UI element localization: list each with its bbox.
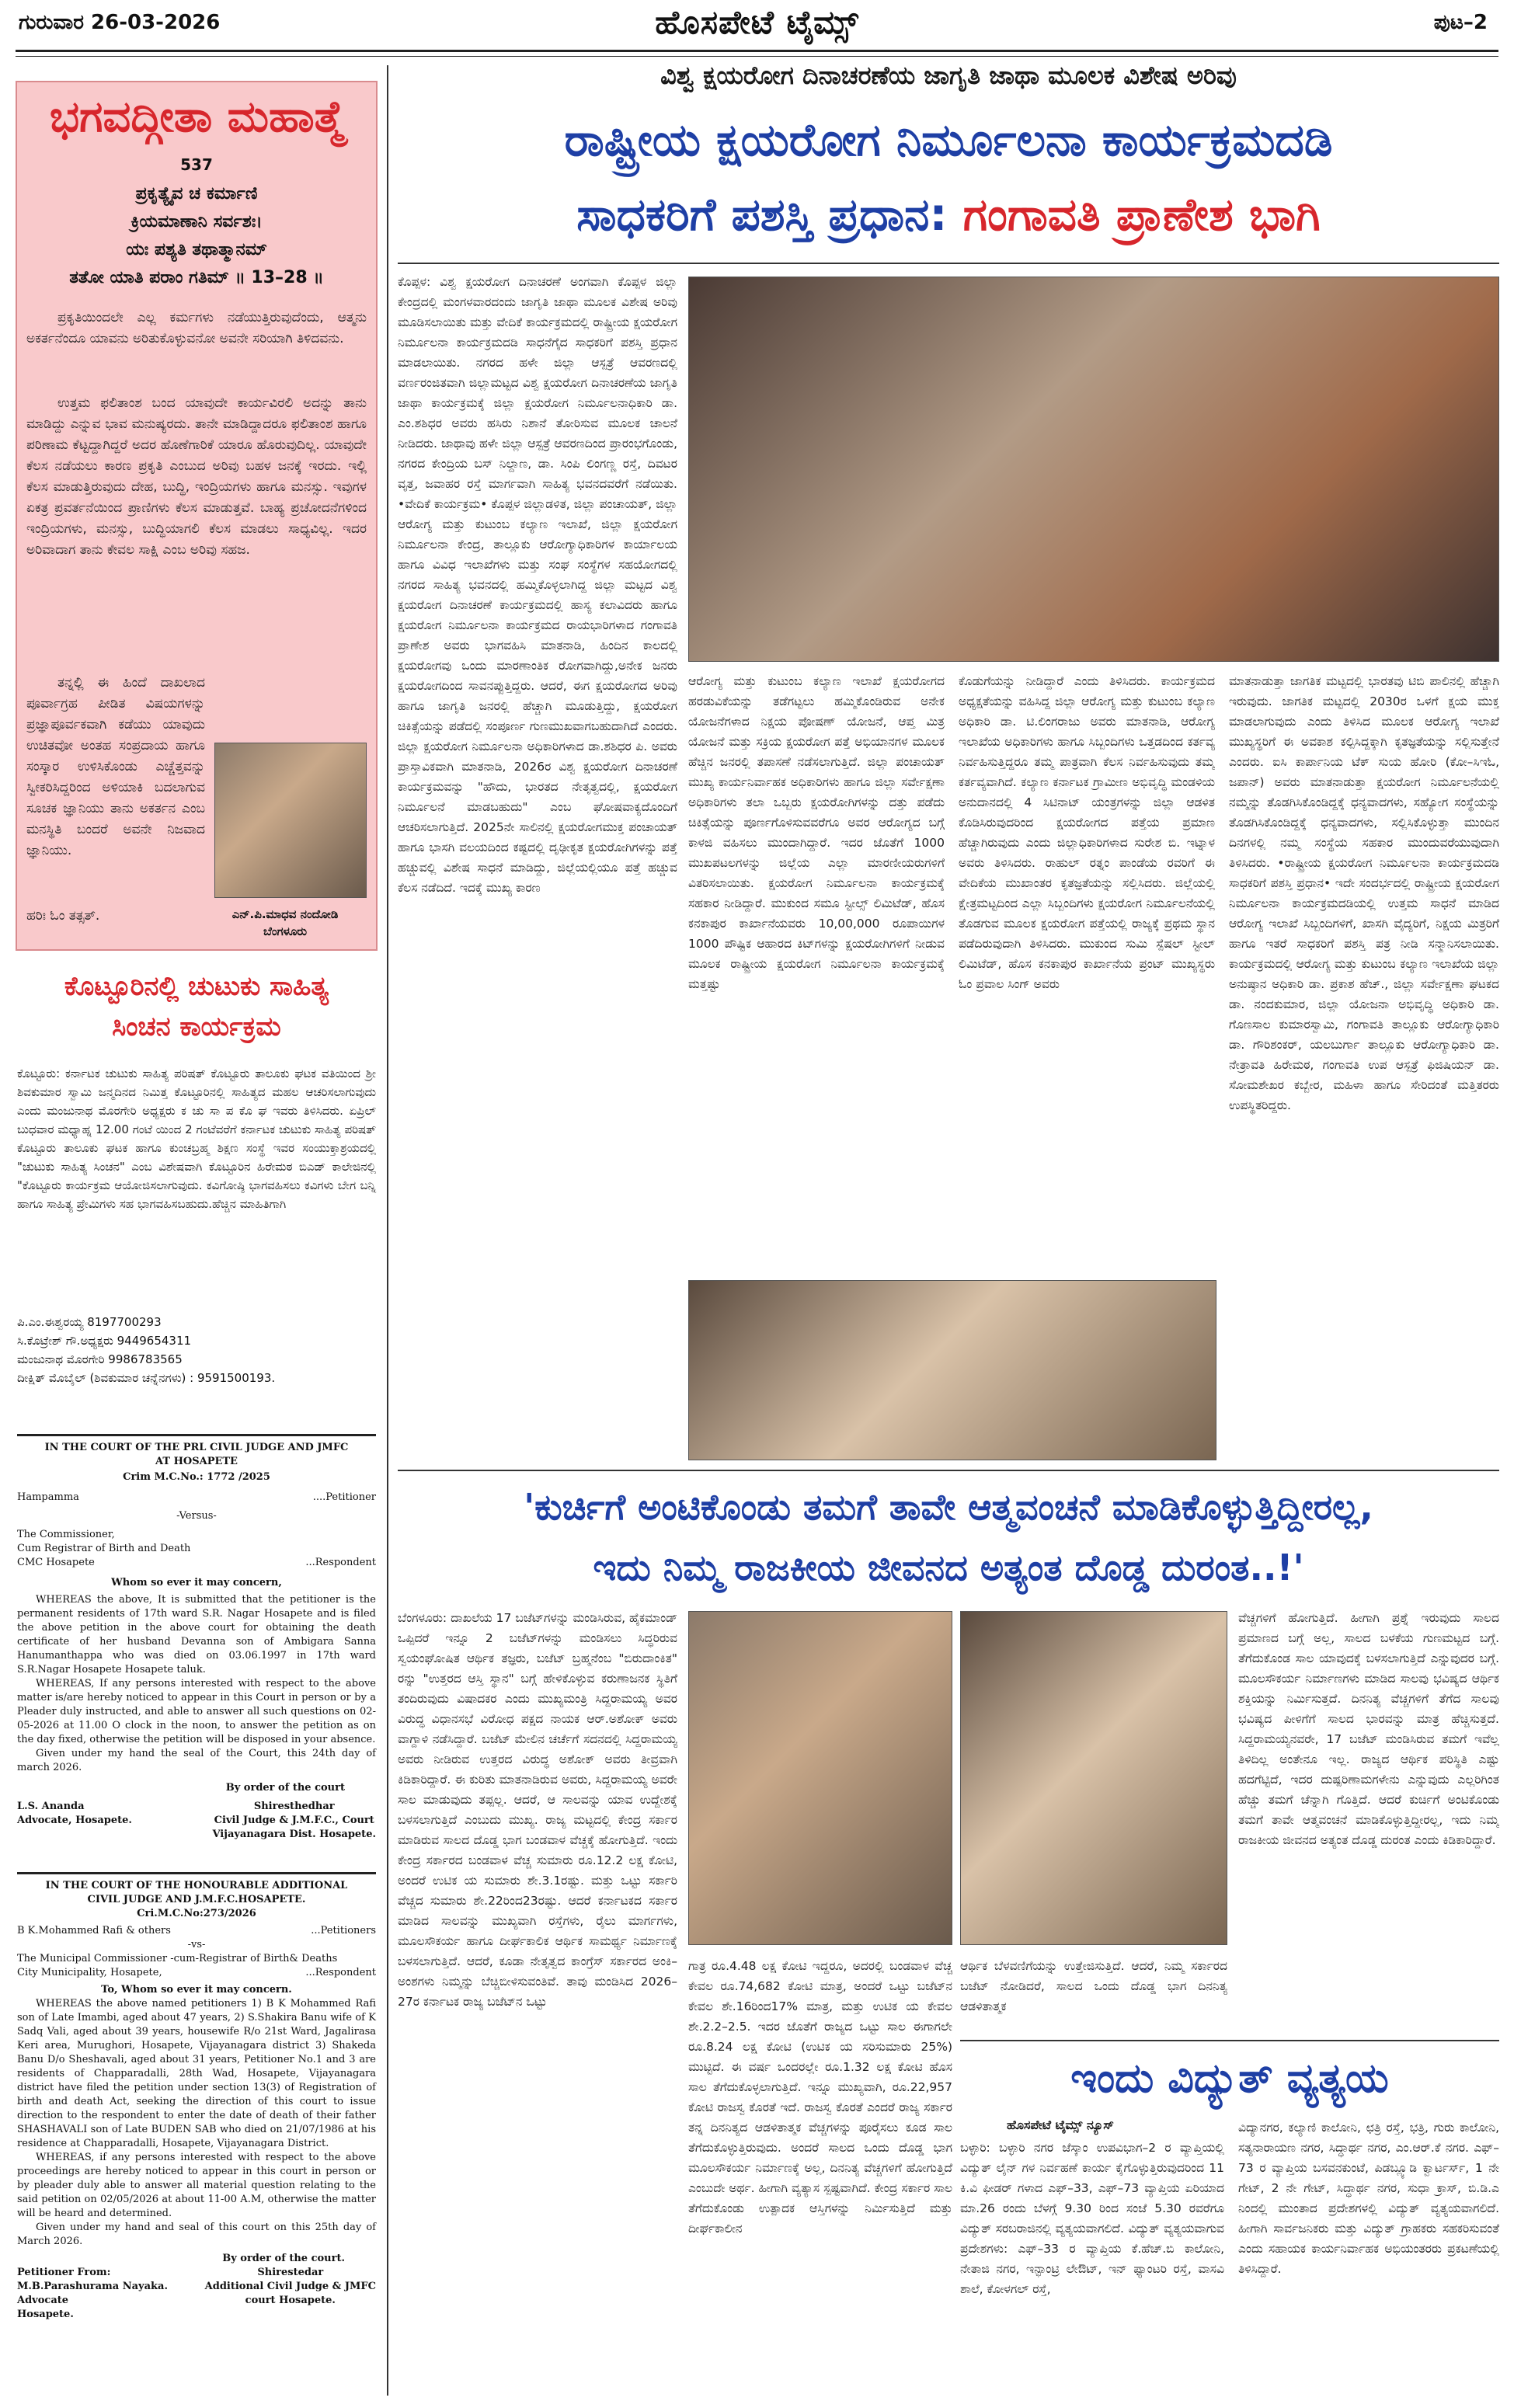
court1-respondent-2: Cum Registrar of Birth and Death — [17, 1543, 191, 1554]
court1-versus: -Versus- — [176, 1510, 217, 1522]
cm-column-3: ಆರ್ಥಿಕ ಬೆಳವಣಿಗೆಯನ್ನು ಉತ್ತೇಜಿಸುತ್ತಿದೆ. ಆದರೆ, ನಿಮ್ಮ ಸರ್ಕಾರದ ಬಜೆಟ್ ನೋಡಿದರೆ, ಸಾಲದ ಒಂದು ದೊಡ್ಡ ಭಾಗ ದಿನನಿತ್ಯ ಆಡಳಿತಾತ್ಮಕ — [960, 1959, 1227, 2013]
power-column-1: ಬಳ್ಳಾರಿ: ಬಳ್ಳಾರಿ ನಗರ ಜೆಸ್ಕಾಂ ಉಪವಿಭಾಗ–2 ರ ವ್ಯಾಪ್ತಿಯಲ್ಲಿ ವಿದ್ಯುತ್ ಲೈನ್ ಗಳ ನಿರ್ವಹಣೆ ಕಾರ್ಯ ಕೈಗೊಳ್ಳುತ್ತಿರುವುದರಿಂದ 11 ಕಿ.ವಿ ಫೀಡರ್ ಗಳಾದ ಎಫ್–33, ಎಫ್–73 ವ್ಯಾಪ್ತಿಯ ಏರಿಯಾದ ಮಾ.26 ರಂದು ಬೆಳಗ್ಗೆ 9.30 ರಿಂದ ಸಂಜೆ 5.30 ರವರೆಗೂ ವಿದ್ಯುತ್ ಸರಬರಾಜಿನಲ್ಲಿ ವ್ಯತ್ಯಯವಾಗಲಿದೆ. ವಿದ್ಯುತ್ ವ್ಯತ್ಯಯವಾಗುವ ಪ್ರದೇಶಗಳು: ಎಫ್–33 ರ ವ್ಯಾಪ್ತಿಯ ಕೆ.ಹೆಚ್.ಬಿ ಕಾಲೋನಿ, ನೇತಾಜಿ ನಗರ, ಇನ್ಫಾಂಟ್ರಿ ಲೇಔಟ್, ಇನ್ ಫ್ಯಾಂಟರಿ ರಸ್ತೆ, ವಾಸವಿ ಶಾಲೆ, ಕೋಳಗಲ್ ರಸ್ತೆ, — [960, 2141, 1224, 2296]
court2-case-number: Cri.M.C.No:273/2026 — [137, 1908, 256, 1919]
court1-signatures — [17, 1800, 376, 1842]
tb-column-3: ಕೊಡುಗೆಯನ್ನು ನೀಡಿದ್ದಾರೆ ಎಂದು ತಿಳಿಸಿದರು. ಕಾರ್ಯಕ್ರಮದ ಅಧ್ಯಕ್ಷತೆಯನ್ನು ವಹಿಸಿದ್ದ ಜಿಲ್ಲಾ ಆರೋಗ್ಯ ಮತ್ತು ಕುಟುಂಬ ಕಲ್ಯಾಣ ಅಧಿಕಾರಿ ಡಾ. ಟಿ.ಲಿಂಗರಾಜು ಅವರು ಮಾತನಾಡಿ, ಆರೋಗ್ಯ ಇಲಾಖೆಯ ಅಧಿಕಾರಿಗಳು ಹಾಗೂ ಸಿಬ್ಬಂದಿಗಳು ಒತ್ತಡದಿಂದ ಕರ್ತವ್ಯ ನಿರ್ವಹಿಸುತ್ತಿದ್ದರೂ ತಮ್ಮ ಪಾತ್ರವಾಗಿ ಕೆಲಸ ನಿರ್ವಹಿಸುವುದು ತಮ್ಮ ಕರ್ತವ್ಯವಾಗಿದೆ. ಕಲ್ಯಾಣ ಕರ್ನಾಟಕ ಗ್ರಾಮೀಣ ಅಭಿವೃದ್ಧಿ ಮಂಡಳಿಯ ಅನುದಾನದಲ್ಲಿ 4 ಸಿಟಿನಾಟ್ ಯಂತ್ರಗಳನ್ನು ಜಿಲ್ಲಾ ಆಡಳಿತ ಕೊಡಿಸಿರುವುದರಿಂದ ಕ್ಷಯರೋಗದ ಪತ್ತೆಯ ಪ್ರಮಾಣ ಹೆಚ್ಚಾಗಿರುವುದು ಎಂದು ಜಿಲ್ಲಾಧಿಕಾರಿಗಳಾದ ಸುರೇಶ ಬಿ. ಇಟ್ನಾಳ ಅವರು ತಿಳಿಸಿದರು. ರಾಹುಲ್ ರತ್ನಂ ಪಾಂಡೆಯ ರವರಿಗೆ ಈ ವೇದಿಕೆಯ ಮುಖಾಂತರ ಕೃತಜ್ಞತೆಯನ್ನು ಸಲ್ಲಿಸಿದರು. ಜಿಲ್ಲೆಯಲ್ಲಿ ಕ್ಷೇತ್ರಮಟ್ಟದಿಂದ ಎಲ್ಲಾ ಸಿಬ್ಬಂದಿಗಳು ಕ್ಷಯರೋಗ ನಿರ್ಮೂಲನೆಯಲ್ಲಿ ತೊಡಗುವ ಮೂಲಕ ಕ್ಷಯರೋಗ ಪತ್ತೆಯಲ್ಲಿ ರಾಜ್ಯಕ್ಕೆ ಪ್ರಥಮ ಸ್ಥಾನ ಪಡೆದಿರುವುದಾಗಿ ತಿಳಿಸಿದರು. ಮುಕುಂದ ಸುಮಿ ಸ್ಪೆಷಲ್ ಸ್ಟೀಲ್ ಲಿಮಿಟೆಡ್, ಹೊಸ ಕನಕಾಪುರ ಕಾರ್ಖಾನೆಯ ಪ್ರಂಟ್ ಮುಖ್ಯಸ್ಥರು ಓಂ ಪ್ರವಾಲ ಸಿಂಗ್ ಅವರು — [959, 674, 1215, 991]
court2-pf-label: Petitioner From: — [17, 2267, 111, 2278]
court2-shirestedar — [205, 2266, 376, 2322]
contact-line: ಮಂಜುನಾಥ ಮೊರಗೇರಿ 9986783565 — [17, 1352, 183, 1366]
court2-body-2: WHEREAS, if any persons interested with respect to the above proceedings are hereby noticed to appear in this court in person or by pleader duly able to answer all material question relating to the said petition on 02/05/2026 at about 11-00 A.M, otherwise the matter will be heard and determined. — [17, 2152, 376, 2219]
power-headline: ಇಂದು ವಿದ್ಯುತ್ ವ್ಯತ್ಯಯ — [1070, 2055, 1389, 2102]
contact-line: ಪಿ.ಎಂ.ಈಶ್ವರಯ್ಯ 8197700293 — [17, 1315, 162, 1329]
court1-heading-place: AT HOSAPETE — [155, 1456, 238, 1467]
gita-verse-line: ತತೋ ಯಾತಿ ಪರಾಂ ಗತಿಮ್ ॥ 13–28 ॥ — [69, 268, 324, 287]
page-number: ಪುಟ–2 — [1433, 11, 1488, 34]
court2-pf-place: Hosapete. — [17, 2309, 74, 2320]
gita-title: ಭಗವದ್ಗೀತಾ ಮಹಾತ್ಮೆ — [49, 92, 346, 142]
gita-number: 537 — [180, 155, 213, 174]
court1-salutation: Whom so ever it may concern, — [111, 1577, 282, 1589]
gita-para-1: ಪ್ರಕೃತಿಯಿಂದಲೇ ಎಲ್ಲ ಕರ್ಮಗಳು ನಡೆಯುತ್ತಿರುವುದೆಂದು, ಆತ್ಮನು ಅಕರ್ತನೆಂದೂ ಯಾವನು ಅರಿತುಕೊಳ್ಳುವನೋ ಅವನೇ ಸರಿಯಾಗಿ ತಿಳಿದವನು. — [26, 310, 367, 346]
cm-column-1: ಬೆಂಗಳೂರು: ದಾಖಲೆಯ 17 ಬಜೆಟ್‌ಗಳನ್ನು ಮಂಡಿಸಿರುವ, ಹೈಕಮಾಂಡ್ ಒಪ್ಪಿದರೆ ಇನ್ನೂ 2 ಬಜೆಟ್‌ಗಳನ್ನು ಮಂಡಿಸಲು ಸಿದ್ಧರಿರುವ ಸ್ವಯಂಘೋಷಿತ ಆರ್ಥಿಕ ತಜ್ಞರು, ಬಜೆಟ್ ಬ್ರಹ್ಮನೆಂಬ "ಬಿರುದಾಂಕಿತ" ರನ್ನು "ಉತ್ತರದ ಆಸ್ತಿ ಸ್ಥಾನ" ಬಗ್ಗೆ ಹೇಳಿಕೊಳ್ಳುವ ಕರುಣಾಜನಕ ಸ್ಥಿತಿಗೆ ತಂದಿರುವುದು ವಿಷಾದಕರ ಎಂದು ಮುಖ್ಯಮಂತ್ರಿ ಸಿದ್ದರಾಮಯ್ಯ ಅವರ ವಿರುದ್ಧ ವಿಧಾನಸಭೆ ವಿರೋಧ ಪಕ್ಷದ ನಾಯಕ ಆರ್.ಅಶೋಕ್ ಅವರು ವಾಗ್ದಾಳಿ ನಡೆಸಿದ್ದಾರೆ. ಬಜೆಟ್ ಮೇಲಿನ ಚರ್ಚೆಗೆ ಸದನದಲ್ಲಿ ಸಿದ್ದರಾಮಯ್ಯ ಅವರು ನೀಡಿರುವ ಉತ್ತರದ ವಿರುದ್ಧ ಅಶೋಕ್ ಅವರು ತೀವ್ರವಾಗಿ ಕಿಡಿಕಾರಿದ್ದಾರೆ. ಈ ಕುರಿತು ಮಾತನಾಡಿರುವ ಅವರು, ಸಿದ್ದರಾಮಯ್ಯ ಅವರೇ ಸಾಲ ಮಾಡುವುದು ತಪ್ಪಲ್ಲ. ಆದರೆ, ಆ ಸಾಲವನ್ನು ಯಾವ ಉದ್ದೇಶಕ್ಕೆ ಬಳಸಲಾಗುತ್ತಿದೆ ಎಂಬುದು ಮುಖ್ಯ. ರಾಜ್ಯ ಮಟ್ಟದಲ್ಲಿ ಕೇಂದ್ರ ಸರ್ಕಾರ ಮಾಡಿರುವ ಸಾಲದ ದೊಡ್ಡ ಭಾಗ ಬಂಡವಾಳ ವೆಚ್ಚಕ್ಕೆ ಹೋಗುತ್ತಿದೆ. ಇಂದು ಕೇಂದ್ರ ಸರ್ಕಾರದ ಬಂಡವಾಳ ವೆಚ್ಚ ಸುಮಾರು ರೂ.12.2 ಲಕ್ಷ ಕೋಟಿ, ಅಂದರೆ ಉಟಿಕ ಯ ಸುಮಾರು ಶೇ.3.1ರಷ್ಟು. ಮತ್ತು ಒಟ್ಟು ಸರ್ಕಾರಿ ವೆಚ್ಚದ ಸುಮಾರು ಶೇ.22ರಿಂದ23ರಷ್ಟು. ಆದರೆ ಕರ್ನಾಟಕದ ಸರ್ಕಾರ ಮಾಡಿದ ಸಾಲವನ್ನು ಮುಖ್ಯವಾಗಿ ರಸ್ತೆಗಳು, ರೈಲು ಮಾರ್ಗಗಳು, ಮೂಲಸೌಕರ್ಯ ಹಾಗೂ ದೀರ್ಘಕಾಲಿಕ ಆರ್ಥಿಕ ಸಾಮರ್ಥ್ಯ ನಿರ್ಮಾಣಕ್ಕೆ ಬಳಸಲಾಗುತ್ತಿದೆ. ಆದರೆ, ಕೂಡಾ ನೇತೃತ್ವದ ಕಾಂಗ್ರೆಸ್ ಸರ್ಕಾರದ ಅಂಕಿ–ಅಂಶಗಳು ನಿಮ್ಮನ್ನು ಬೆಚ್ಚಿಬೀಳಿಸುವಂತಿವೆ. ತಾವು ಮಂಡಿಸಿದ 2026–27ರ ಕರ್ನಾಟಕ ರಾಜ್ಯ ಬಜೆಟ್‌ನ ಒಟ್ಟು — [398, 1611, 677, 2009]
power-column-2: ವಿದ್ಯಾನಗರ, ಕಲ್ಯಾಣಿ ಕಾಲೋನಿ, ಛತ್ರಿ ರಸ್ತೆ, ಭತ್ರಿ, ಗುರು ಕಾಲೋನಿ, ಸತ್ಯನಾರಾಯಣ ನಗರ, ಸಿದ್ಧಾರ್ಥ ನಗರ, ಎಂ.ಆರ್.ಕೆ ನಗರ. ಎಫ್–73 ರ ವ್ಯಾಪ್ತಿಯ ಬಸವನಕುಂಟೆ, ಪಿಡಬ್ಲ್ಯೂಡಿ ಕ್ವಾರ್ಟರ್ಸ್, 1 ನೇ ಗೇಟ್, 2 ನೇ ಗೇಟ್, ಸಿದ್ಧಾರ್ಥ ನಗರ, ಸುಧಾ ಕ್ರಾಸ್, ಬಿ.ಡಿ.ಎ ನಿಂದಲ್ಲಿ ಮುಂತಾದ ಪ್ರದೇಶಗಳಲ್ಲಿ ವಿದ್ಯುತ್ ವ್ಯತ್ಯಯವಾಗಲಿದೆ. ಹೀಗಾಗಿ ಸಾರ್ವಜನಿಕರು ಮತ್ತು ವಿದ್ಯುತ್ ಗ್ರಾಹಕರು ಸಹಕರಿಸುವಂತೆ ಎಂದು ಸಹಾಯಕ ಕಾರ್ಯನಿರ್ವಾಹಕ ಅಭಿಯಂತರರು ಪ್ರಕಟಣೆಯಲ್ಲಿ ತಿಳಿಸಿದ್ದಾರೆ. — [1238, 2121, 1499, 2276]
section-rule — [398, 1470, 1499, 1471]
court-notice-1 — [17, 1434, 376, 1853]
court1-respondent-row — [17, 1556, 376, 1570]
court2-signatures — [17, 2266, 376, 2322]
court1-body-3: Given under my hand the seal of the Court, this 24th day of march 2026. — [17, 1748, 376, 1773]
author-photo — [214, 743, 367, 898]
power-rule — [960, 2040, 1499, 2041]
court2-respondent-2: City Municipality, Hosapete, — [17, 1967, 162, 1978]
court2-sh-title: Shirestedar — [257, 2267, 324, 2278]
tb-column-2: ಆರೋಗ್ಯ ಮತ್ತು ಕುಟುಂಬ ಕಲ್ಯಾಣ ಇಲಾಖೆ ಕ್ಷಯರೋಗದ ಹರಡುವಿಕೆಯನ್ನು ತಡೆಗಟ್ಟಲು ಹಮ್ಮಿಕೊಂಡಿರುವ ಅನೇಕ ಯೋಜನೆಗಳಾದ ನಿಕ್ಷಯ ಪೋಷಣ್ ಯೋಜನೆ, ಆಪ್ತ ಮಿತ್ರ ಯೋಜನೆ ಮತ್ತು ಸಕ್ರಿಯ ಕ್ಷಯರೋಗ ಪತ್ತೆ ಅಭಿಯಾನಗಳ ಮೂಲಕ ಹೆಚ್ಚಿನ ಜನರಲ್ಲಿ ತಪಾಸಣೆ ನಡೆಸಲಾಗುತ್ತಿದೆ. ಜಿಲ್ಲಾ ಪಂಚಾಯತ್ ಮುಖ್ಯ ಕಾರ್ಯನಿರ್ವಾಹಕ ಅಧಿಕಾರಿಗಳು ಹಾಗೂ ಜಿಲ್ಲಾ ಸರ್ವೇಕ್ಷಣಾ ಅಧಿಕಾರಿಗಳು ತಲಾ ಒಬ್ಬರು ಕ್ಷಯರೋಗಿಗಳನ್ನು ದತ್ತು ಪಡೆದು ಚಿಕಿತ್ಸೆಯನ್ನು ಪೂರ್ಣಗೊಳಿಸುವವರೆಗೂ ಅವರ ಆರೋಗ್ಯದ ಬಗ್ಗೆ ಕಾಳಜಿ ವಹಿಸಲು ಮುಂದಾಗಿದ್ದಾರೆ. ಇದರ ಜೊತೆಗೆ 1000 ಮುಖಪಟಲಗಳನ್ನು ಜಿಲ್ಲೆಯ ಎಲ್ಲಾ ಮಾರಣೀಯರುಗಳಿಗೆ ವಿತರಿಸಲಾಯಿತು. ಕ್ಷಯರೋಗ ನಿರ್ಮೂಲನಾ ಕಾರ್ಯಕ್ರಮಕ್ಕೆ ಸಹಕಾರ ನೀಡಿದ್ದಾರೆ. ಮುಕುಂದ ಸಮೂ ಸ್ಟೀಲ್ಸ್ ಲಿಮಿಟೆಡ್, ಹೊಸ ಕನಕಾಪುರ ಕಾರ್ಖಾನೆಯವರು 10,00,000 ರೂಪಾಯಿಗಳ 1000 ಪೌಷ್ಟಿಕ ಆಹಾರದ ಕಿಟ್‌ಗಳನ್ನು ಕ್ಷಯರೋಗಿಗಳಿಗೆ ನೀಡುವ ಮೂಲಕ ರಾಷ್ಟ್ರೀಯ ಕ್ಷಯರೋಗ ನಿರ್ಮೂಲನಾ ಕಾರ್ಯಕ್ರಮಕ್ಕೆ ಮತ್ತಷ್ಟು — [688, 674, 945, 991]
gita-box — [16, 81, 378, 951]
chutuku-headline-line: ಸಿಂಚನ ಕಾರ್ಯಕ್ರಮ — [112, 1011, 281, 1042]
court2-petitioner-row — [17, 1924, 376, 1938]
court1-respondent-1: The Commissioner, — [17, 1529, 115, 1540]
tb-headline-rule — [398, 263, 1499, 264]
court2-order: By order of the court. — [222, 2253, 345, 2264]
court1-petitioner-role: ....Petitioner — [312, 1491, 376, 1503]
court2-respondent-role: ...Respondent — [305, 1967, 376, 1978]
court1-sh-place: Vijayanagara Dist. Hosapete. — [212, 1829, 376, 1840]
contact-line: ದೀಕ್ಷಿತ್ ಮೊಬೈಲ್ (ಶಿವಕುಮಾರ ಚನ್ನೆನಗಳು) : 9591500193. — [17, 1371, 276, 1385]
court1-petitioner-row — [17, 1491, 376, 1505]
tb-column-4: ಮಾತನಾಡುತ್ತಾ ಜಾಗತಿಕ ಮಟ್ಟದಲ್ಲಿ ಭಾರತವು ಟಿಬಿ ಪಾಲಿನಲ್ಲಿ ಹೆಚ್ಚಾಗಿ ಇರುವುದು. ಜಾಗತಿಕ ಮಟ್ಟದಲ್ಲಿ 2030ರ ಒಳಗೆ ಕ್ಷಯ ಮುಕ್ತ ಮಾಡಲಾಗುವುದು ಎಂದು ತಿಳಿಸಿದ ಮೂಲಕ ಆರೋಗ್ಯ ಇಲಾಖೆ ಮುಖ್ಯಸ್ಥರಿಗೆ ಈ ಅವಕಾಶ ಕಲ್ಪಿಸಿದ್ದಕ್ಕಾಗಿ ಕೃತಜ್ಞತೆಯನ್ನು ಸಲ್ಲಿಸುತ್ತೇನೆ ಎಂದರು. ಐಸಿ ಕಾರ್ಪಾನಿಯ ಟೆಕ್ ಸುಯ ಹೋರಿ (ಕೋ–ಸಿಇಓ, ಜಪಾನ್) ಅವರು ಮಾತನಾಡುತ್ತಾ ಕ್ಷಯರೋಗ ನಿರ್ಮೂಲನೆಯಲ್ಲಿ ನಮ್ಮನ್ನು ತೊಡಗಿಸಿಕೊಂಡಿದ್ದಕ್ಕೆ ಧನ್ಯವಾದಗಳು, ಸಹ್ಯೋಗ ಸಂಸ್ಥೆಯನ್ನು ತೊಡಗಿಸಿಕೊಂಡಿದ್ದಕ್ಕೆ ಧನ್ಯವಾದಗಳು, ಸಲ್ಲಿಸಿಕೊಳ್ಳುತ್ತಾ ಮುಂದಿನ ದಿನಗಳಲ್ಲಿ ನಮ್ಮ ಸಂಸ್ಥೆಯ ಸಹಕಾರ ಮುಂದುವರೆಯುವುದಾಗಿ ತಿಳಿಸಿದರು. •ರಾಷ್ಟ್ರೀಯ ಕ್ಷಯರೋಗ ನಿರ್ಮೂಲನಾ ಕಾರ್ಯಕ್ರಮದಡಿ ಸಾಧಕರಿಗೆ ಪಶಸ್ತಿ ಪ್ರಧಾನ• ಇದೇ ಸಂದರ್ಭದಲ್ಲಿ ರಾಷ್ಟ್ರೀಯ ಕ್ಷಯರೋಗ ನಿರ್ಮೂಲನಾ ಕಾರ್ಯಕ್ರಮದಡಿಯಲ್ಲಿ ಉತ್ತಮ ಸಾಧನೆ ಮಾಡಿದ ಆರೋಗ್ಯ ಇಲಾಖೆ ಸಿಬ್ಬಂದಿಗಳಿಗೆ, ಖಾಸಗಿ ವೈದ್ಯರಿಗೆ, ನಿಕ್ಷಯ ಮಿತ್ರರಿಗೆ ಹಾಗೂ ಇತರೆ ಸಾಧಕರಿಗೆ ಪಶಸ್ತಿ ಪತ್ರ ನೀಡಿ ಸನ್ಮಾನಿಸಲಾಯಿತು. ಕಾರ್ಯಕ್ರಮದಲ್ಲಿ ಆರೋಗ್ಯ ಮತ್ತು ಕುಟುಂಬ ಕಲ್ಯಾಣ ಇಲಾಖೆಯ ಜಿಲ್ಲಾ ಅನುಷ್ಠಾನ ಅಧಿಕಾರಿ ಡಾ. ಪ್ರಕಾಶ ಹೆಚ್., ಜಿಲ್ಲಾ ಸರ್ವೇಕ್ಷಣಾ ಘಟಕದ ಡಾ. ನಂದಕುಮಾರ, ಜಿಲ್ಲಾ ಯೋಜನಾ ಅಭಿವೃದ್ಧಿ ಅಧಿಕಾರಿ ಡಾ. ಗೊಣಸಾಲ ಕುಮಾರಸ್ವಾಮಿ, ಗಂಗಾವತಿ ತಾಲ್ಲೂಕು ಆರೋಗ್ಯಾಧಿಕಾರಿ ಡಾ. ಗೌರಿಶಂಕರ್, ಯಲಬುರ್ಗಾ ತಾಲ್ಲೂಕು ಆರೋಗ್ಯಾಧಿಕಾರಿ ಡಾ. ನೇತ್ರಾವತಿ ಹಿರೇಮಠ, ಗಂಗಾವತಿ ಉಪ ಆಸ್ಪತ್ರೆ ಫಿಜಿಷಿಯನ್ ಡಾ. ಸೋಮಶೇಖರ ಕಬ್ಬೇರ, ಮಹಿಳಾ ಹಾಗೂ ಸೇರಿದಂತೆ ಮತ್ತಿತರರು ಉಪಸ್ಥಿತರಿದ್ದರು. — [1229, 674, 1499, 1112]
court2-body-3: Given under my hand and seal of this court on this 25th day of March 2026. — [17, 2222, 376, 2247]
court2-petitioner-from — [17, 2266, 168, 2322]
gita-verse-line: ಪ್ರಕೃತ್ಯೈವ ಚ ಕರ್ಮಾಣಿ — [135, 184, 258, 204]
cm-ashok-photo — [960, 1611, 1227, 1945]
gita-para-3: ತನ್ನಲ್ಲಿ ಈ ಹಿಂದೆ ದಾಖಲಾದ ಪೂರ್ವಾಗ್ರಹ ಪೀಡಿತ ವಿಷಯಗಳನ್ನು ಪ್ರಜ್ಞಾಪೂರ್ವಕವಾಗಿ ಕಡೆಯು ಯಾವುದು ಉಚಿತವೋ ಅಂತಹ ಸಂಪ್ರದಾಯ ಹಾಗೂ ಸಂಸ್ಕಾರ ಉಳಿಸಿಕೊಂಡು ಎಚ್ಚೆತ್ತವನ್ನು ಸ್ವೀಕರಿಸಿದ್ದರಿಂದ ಅಳಿಯಾಕಿ ಬದಲಾಗುವ ಸೂಚಕ ಜ್ಞಾನಿಯು ತಾನು ಅಕರ್ತನ ಎಂಬ ಮನಸ್ಥಿತಿ ಬಂದರೆ ಅವನೇ ನಿಜವಾದ ಜ್ಞಾನಿಯು. — [26, 675, 205, 858]
court1-shirestedar — [212, 1800, 376, 1842]
court2-versus: -vs- — [187, 1939, 206, 1950]
court2-respondent-row — [17, 1966, 376, 1980]
court2-heading: IN THE COURT OF THE HONOURABLE ADDITIONAL — [45, 1880, 348, 1891]
court1-heading: IN THE COURT OF THE PRL CIVIL JUDGE AND JMFC — [44, 1442, 349, 1453]
author-place: ಬೆಂಗಳೂರು — [263, 924, 308, 938]
court1-order: By order of the court — [225, 1782, 345, 1794]
gita-signoff: ಹರಿಃ ಓಂ ತತ್ಸತ್. — [26, 908, 100, 924]
court1-body-2: WHEREAS, If any persons interested with respect to the above matter is/are hereby noticed to appear in this Court in person or by a Pleader duly instructed, and able to answer all such questions on 02-05-2026 at 11.00 O clock in the noon, to answer the petition as on the day fixed, otherwise the petition will be disposed in your absence. — [17, 1678, 376, 1745]
court2-salutation: To, Whom so ever it may concern. — [101, 1984, 292, 1996]
tb-award-photo — [688, 277, 1499, 662]
author-name: ಎನ್.ಪಿ.ಮಾಧವ ನಂದೋಡಿ — [231, 907, 339, 921]
contact-line: ಸಿ.ಕೊಟ್ರೇಶ್ ಗೌ.ಅಧ್ಯಕ್ಷರು 9449654311 — [17, 1334, 192, 1348]
court2-petitioner-role: ...Petitioners — [311, 1925, 376, 1936]
cm-siddaramaiah-photo — [688, 1611, 952, 1945]
court2-pf-name: M.B.Parashurama Nayaka. — [17, 2281, 168, 2292]
header-rule-thin — [16, 56, 1498, 57]
cm-column-4: ವೆಚ್ಚಗಳಿಗೆ ಹೋಗುತ್ತಿದೆ. ಹೀಗಾಗಿ ಪ್ರಶ್ನೆ ಇರುವುದು ಸಾಲದ ಪ್ರಮಾಣದ ಬಗ್ಗೆ ಅಲ್ಲ, ಸಾಲದ ಬಳಕೆಯ ಗುಣಮಟ್ಟದ ಬಗ್ಗೆ. ತೆಗೆದುಕೊಂಡ ಸಾಲ ಯಾವುದಕ್ಕೆ ಬಳಸಲಾಗುತ್ತಿದೆ ಎನ್ನುವುದರ ಬಗ್ಗೆ. ಮೂಲಸೌಕರ್ಯ ನಿರ್ಮಾಣಗಳು ಮಾಡಿದ ಸಾಲವು ಭವಿಷ್ಯದ ಆರ್ಥಿಕ ಶಕ್ತಿಯನ್ನು ನಿರ್ಮಿಸುತ್ತದೆ. ದಿನನಿತ್ಯ ವೆಚ್ಚಗಳಿಗೆ ತೆಗೆದ ಸಾಲವು ಭವಿಷ್ಯದ ಪೀಳಿಗೆಗೆ ಸಾಲದ ಭಾರವನ್ನು ಮಾತ್ರ ಹೆಚ್ಚಿಸುತ್ತದೆ. ಸಿದ್ದರಾಮಯ್ಯನವರೇ, 17 ಬಜೆಟ್ ಮಂಡಿಸಿರುವ ತಮಗೆ ಇವೆಲ್ಲ ತಿಳಿದಿಲ್ಲ ಅಂತೇನೂ ಇಲ್ಲ. ರಾಜ್ಯದ ಆರ್ಥಿಕ ಪರಿಸ್ಥಿತಿ ಎಷ್ಟು ಹದಗೆಟ್ಟಿದೆ, ಇದರ ದುಷ್ಪರಿಣಾಮಗಳೇನು ಎನ್ನುವುದು ಎಲ್ಲರಿಗಿಂತ ಹೆಚ್ಚು ತಮಗೆ ಚೆನ್ನಾಗಿ ಗೊತ್ತಿದೆ. ಆದರೆ ಕುರ್ಚಿಗೆ ಅಂಟಿಕೊಂಡು ತಮಗೆ ತಾವೇ ಆತ್ಮವಂಚನೆ ಮಾಡಿಕೊಳ್ಳುತ್ತಿದ್ದೀರಲ್ಲ, ಇದು ನಿಮ್ಮ ರಾಜಕೀಯ ಜೀವನದ ಅತ್ಯಂತ ದೊಡ್ಡ ದುರಂತ ಎಂದು ಕಿಡಿಕಾರಿದ್ದಾರೆ. — [1238, 1611, 1499, 1847]
tb-headline-2b: ಗಂಗಾವತಿ ಪ್ರಾಣೇಶ ಭಾಗಿ — [962, 188, 1321, 241]
tb-lamp-lighting-photo — [688, 1280, 1216, 1460]
column-separator — [387, 65, 388, 2396]
court2-pf-title: Advocate — [17, 2295, 69, 2306]
court2-sh-court: Additional Civil Judge & JMFC — [204, 2281, 376, 2292]
gita-verse-line: ಯಃ ಪಶ್ಯತಿ ತಥಾತ್ಮಾನಮ್ — [126, 240, 267, 259]
court1-respondent-3: CMC Hosapete — [17, 1557, 95, 1568]
tb-kicker: ವಿಶ್ವ ಕ್ಷಯರೋಗ ದಿನಾಚರಣೆಯ ಜಾಗೃತಿ ಜಾಥಾ ಮೂಲಕ ವಿಶೇಷ ಅರಿವು — [660, 61, 1237, 90]
court2-body-1: WHEREAS the above named petitioners 1) B K Mohammed Rafi son of Late Imambi, aged about 47 years, 2) S.Shakira Banu wife of K Sadq Vali, aged about 39 years, housewife R/o 21st Ward, Jagalirasa Keri area, Murughori, Hosapete, Vijayanagara district 3) Shakeda Banu D/o Sheshavali, aged about 31 years, Petitioner No.1 and 3 are residents of Chapparadalli, 28th Wad, Hosapete, Vijayanagara district have filed the petition under section 13(3) of Registration of birth and death Act, seeking the direction of this court to issue direction to the respondent to enter the date of death of their father SHASHAVALI son of Late BUDEN SAB who died on 21/07/1986 at his residence at Chapparadalli, Hosapete, Vijayanagara District. — [17, 1998, 376, 2149]
tb-headline-2 — [398, 183, 1499, 245]
court1-advocate — [17, 1800, 132, 1842]
chutuku-headline — [16, 966, 378, 1047]
court2-petitioner: B K.Mohammed Rafi & others — [17, 1925, 171, 1936]
court1-advocate-name: L.S. Ananda — [17, 1801, 85, 1812]
gita-para-2: ಉತ್ತಮ ಫಲಿತಾಂಶ ಬಂದ ಯಾವುದೇ ಕಾರ್ಯವಿರಲಿ ಅದನ್ನು ತಾನು ಮಾಡಿದ್ದು ಎನ್ನುವ ಭಾವ ಮನುಷ್ಯರದು. ತಾನೇ ಮಾಡಿದ್ದಾದರೂ ಫಲಿತಾಂಶ ಹಾಗೂ ಪರಿಣಾಮ ಕೆಟ್ಟದ್ದಾಗಿದ್ದರೆ ಅದರ ಹೊಣೆಗಾರಿಕೆ ಯಾರೂ ಹೊರುವುದಿಲ್ಲ. ಯಾವುದೇ ಕೆಲಸ ನಡೆಯಲು ಕಾರಣ ಪ್ರಕೃತಿ ಎಂಬುದ ಅರಿವು ಬಹಳ ಜನಕ್ಕೆ ಇರದು. ಇಲ್ಲಿ ಕೆಲಸ ಮಾಡುತ್ತಿರುವುದು ದೇಹ, ಬುದ್ಧಿ, ಇಂದ್ರಿಯಗಳು ಹಾಗೂ ಮನಸ್ಸು. ಇವುಗಳ ಏಕತ್ರ ಪ್ರವರ್ತನೆಯಿಂದ ಪ್ರಾಣಿಗಳು ಕೆಲಸ ಮಾಡುತ್ತವೆ. ಬಾಹ್ಯ ಪ್ರಚೋದನೆಗಳಿಂದ ಇಂದ್ರಿಯಗಳು, ಮನಸ್ಸು, ಬುದ್ಧಿಯಾಗಲಿ ಕೆಲಸ ಮಾಡಲು ಸಾಧ್ಯವಿಲ್ಲ. ಇದರ ಅರಿವಾದಾಗ ತಾನು ಕೇವಲ ಸಾಕ್ಷಿ ಎಂಬ ಅರಿವು ಸಹಜ. — [26, 395, 367, 558]
court1-respondent-role: ...Respondent — [305, 1557, 376, 1568]
gita-verse — [25, 180, 368, 292]
cm-column-2: ಗಾತ್ರ ರೂ.4.48 ಲಕ್ಷ ಕೋಟಿ ಇದ್ದರೂ, ಅದರಲ್ಲಿ ಬಂಡವಾಳ ವೆಚ್ಚ ಕೇವಲ ರೂ.74,682 ಕೋಟಿ ಮಾತ್ರ, ಅಂದರೆ ಒಟ್ಟು ಬಜೆಟ್‌ನ ಕೇವಲ ಶೇ.16ರಿಂದ17% ಮಾತ್ರ, ಮತ್ತು ಉಟಿಕ ಯ ಕೇವಲ ಶೇ.2.2–2.5. ಇದರ ಜೊತೆಗೆ ರಾಜ್ಯದ ಒಟ್ಟು ಸಾಲ ಈಗಾಗಲೇ ರೂ.8.24 ಲಕ್ಷ ಕೋಟಿ (ಉಟಿಕ ಯ ಸರಿಸುಮಾರು 25%) ಮುಟ್ಟಿದೆ. ಈ ವರ್ಷ ಒಂದರಲ್ಲೇ ರೂ.1.32 ಲಕ್ಷ ಕೋಟಿ ಹೊಸ ಸಾಲ ತೆಗೆದುಕೊಳ್ಳಲಾಗುತ್ತಿದೆ. ಇನ್ನೂ ಮುಖ್ಯವಾಗಿ, ರೂ.22,957 ಕೋಟಿ ರಾಜಸ್ವ ಕೊರತೆ ಇದೆ. ರಾಜಸ್ವ ಕೊರತೆ ಎಂದರೆ ರಾಜ್ಯ ಸರ್ಕಾರ ತನ್ನ ದಿನನಿತ್ಯದ ಆಡಳಿತಾತ್ಮಕ ವೆಚ್ಚಗಳನ್ನು ಪೂರೈಸಲು ಕೂಡ ಸಾಲ ತೆಗೆದುಕೊಳ್ಳುತ್ತಿರುವುದು. ಅಂದರೆ ಸಾಲದ ಒಂದು ದೊಡ್ಡ ಭಾಗ ಮೂಲಸೌಕರ್ಯ ನಿರ್ಮಾಣಕ್ಕೆ ಅಲ್ಲ, ದಿನನಿತ್ಯ ವೆಚ್ಚಗಳಿಗೆ ಹೋಗುತ್ತಿದೆ ಎಂಬುದೇ ಅರ್ಥ. ಹೀಗಾಗಿ ವ್ಯತ್ಯಾಸ ಸ್ಪಷ್ಟವಾಗಿದೆ. ಕೇಂದ್ರ ಸರ್ಕಾರ ಸಾಲ ತೆಗೆದುಕೊಂಡು ಉತ್ಪಾದಕ ಆಸ್ತಿಗಳನ್ನು ನಿರ್ಮಿಸುತ್ತಿದೆ ಮತ್ತು ದೀರ್ಘಕಾಲೀನ — [688, 1959, 952, 2236]
tb-headline-1: ರಾಷ್ಟ್ರೀಯ ಕ್ಷಯರೋಗ ನಿರ್ಮೂಲನಾ ಕಾರ್ಯಕ್ರಮದಡಿ — [564, 113, 1333, 166]
court1-body-1: WHEREAS the above, It is submitted that the petitioner is the permanent residents of 17th ward S.R. Nagar Hosapete and is filed the above petition in the above court for obtaining the death certificate of her husband Devanna son of Ambigara Sanna Hanumanthappa who was died on 03.06.1997 in 17th ward S.R.Nagar Hosapete Hosapete taluk. — [17, 1594, 376, 1676]
court1-petitioner: Hampamma — [17, 1491, 79, 1503]
header-rule — [16, 50, 1498, 52]
masthead-title: ಹೊಸಪೇಟೆ ಟೈಮ್ಸ್ — [655, 3, 859, 41]
author-credit — [196, 906, 374, 940]
court2-sh-place: court Hosapete. — [245, 2295, 336, 2306]
cm-headline-1: 'ಕುರ್ಚಿಗೆ ಅಂಟಿಕೊಂಡು ತಮಗೆ ತಾವೇ ಆತ್ಮವಂಚನೆ ಮಾಡಿಕೊಳ್ಳುತ್ತಿದ್ದೀರಲ್ಲ, — [524, 1486, 1373, 1528]
chutuku-headline-line: ಕೊಟ್ಟೂರಿನಲ್ಲಿ ಚುಟುಕು ಸಾಹಿತ್ಯ — [64, 971, 329, 1002]
tb-headline-2a: ಸಾಧಕರಿಗೆ ಪಶಸ್ತಿ ಪ್ರಧಾನ: — [576, 188, 963, 241]
issue-date: ಗುರುವಾರ 26-03-2026 — [19, 11, 221, 34]
court2-respondent-1: The Municipal Commissioner -cum-Registrar of Birth& Deaths — [17, 1953, 338, 1964]
court1-advocate-title: Advocate, Hosapete. — [17, 1815, 132, 1826]
court2-heading-place: CIVIL JUDGE AND J.M.F.C.HOSAPETE. — [87, 1894, 306, 1905]
power-byline: ಹೊಸಪೇಟೆ ಟೈಮ್ಸ್ ನ್ಯೂಸ್ — [1007, 2117, 1114, 2132]
chutuku-contacts — [17, 1313, 376, 1387]
court1-case-number: Crim M.C.No.: 1772 /2025 — [123, 1471, 270, 1483]
tb-column-1: ಕೊಪ್ಪಳ: ವಿಶ್ವ ಕ್ಷಯರೋಗ ದಿನಾಚರಣೆ ಅಂಗವಾಗಿ ಕೊಪ್ಪಳ ಜಿಲ್ಲಾ ಕೇಂದ್ರದಲ್ಲಿ ಮಂಗಳವಾರದಂದು ಜಾಗೃತಿ ಜಾಥಾ ಮೂಲಕ ವಿಶೇಷ ಅರಿವು ಮೂಡಿಸಲಾಯಿತು ಮತ್ತು ವೇದಿಕೆ ಕಾರ್ಯಕ್ರಮದಲ್ಲಿ ರಾಷ್ಟ್ರೀಯ ಕ್ಷಯರೋಗ ನಿರ್ಮೂಲನಾ ಕಾರ್ಯಕ್ರಮದಡಿ ಸಾಧನೆಗೈದ ಸಾಧಕರಿಗೆ ಪಶಸ್ತಿ ಪ್ರಧಾನ ಮಾಡಲಾಯಿತು. ನಗರದ ಹಳೇ ಜಿಲ್ಲಾ ಆಸ್ಪತ್ರೆ ಆವರಣದಲ್ಲಿ ವರ್ಣರಂಜಿತವಾಗಿ ಜಿಲ್ಲಾಮಟ್ಟದ ವಿಶ್ವ ಕ್ಷಯರೋಗ ದಿನಾಚರಣೆಯ ಜಾಗೃತಿ ಜಾಥಾ ಕಾರ್ಯಕ್ರಮಕ್ಕೆ ಜಿಲ್ಲಾ ಕ್ಷಯರೋಗ ನಿರ್ಮೂಲನಾಧಿಕಾರಿ ಡಾ. ಎಂ.ಶಶಿಧರ ಅವರು ಹಸಿರು ನಿಶಾನೆ ತೋರಿಸುವ ಮೂಲಕ ಚಾಲನೆ ನೀಡಿದರು. ಜಾಥಾವು ಹಳೇ ಜಿಲ್ಲಾ ಆಸ್ಪತ್ರೆ ಆವರಣದಿಂದ ಪ್ರಾರಂಭಗೊಂಡು, ನಗರದ ಕೇಂದ್ರಿಯ ಬಸ್ ನಿಲ್ದಾಣ, ಡಾ. ಸಿಂಪಿ ಲಿಂಗಣ್ಣ ರಸ್ತೆ, ದಿವಟರ ವೃತ್ತ, ಜವಾಹರ ರಸ್ತೆ ಮಾರ್ಗವಾಗಿ ಸಾಹಿತ್ಯ ಭವನದವರೆಗೆ ನಡೆಯಿತು. •ವೇದಿಕೆ ಕಾರ್ಯಕ್ರಮ• ಕೊಪ್ಪಳ ಜಿಲ್ಲಾಡಳಿತ, ಜಿಲ್ಲಾ ಪಂಚಾಯತ್, ಜಿಲ್ಲಾ ಆರೋಗ್ಯ ಮತ್ತು ಕುಟುಂಬ ಕಲ್ಯಾಣ ಇಲಾಖೆ, ಜಿಲ್ಲಾ ಕ್ಷಯರೋಗ ನಿರ್ಮೂಲನಾ ಕೇಂದ್ರ, ತಾಲ್ಲೂಕು ಆರೋಗ್ಯಾಧಿಕಾರಿಗಳ ಕಾರ್ಯಾಲಯ ಹಾಗೂ ವಿವಿಧ ಇಲಾಖೆಗಳು ಮತ್ತು ಸಂಘ ಸಂಸ್ಥೆಗಳ ಸಹಯೋಗದಲ್ಲಿ ನಗರದ ಸಾಹಿತ್ಯ ಭವನದಲ್ಲಿ ಹಮ್ಮಿಕೊಳ್ಳಲಾಗಿದ್ದ ಜಿಲ್ಲಾ ಮಟ್ಟದ ವಿಶ್ವ ಕ್ಷಯರೋಗ ದಿನಾಚರಣೆ ಕಾರ್ಯಕ್ರಮದಲ್ಲಿ ಹಾಸ್ಯ ಕಲಾವಿದರು ಹಾಗೂ ಕ್ಷಯರೋಗ ನಿರ್ಮೂಲನಾ ಕಾರ್ಯಕ್ರಮದ ರಾಯಭಾರಿಗಳಾದ ಗಂಗಾವತಿ ಪ್ರಾಣೇಶ ಅವರು ಭಾಗವಹಿಸಿ ಮಾತನಾಡಿ, ಹಿಂದಿನ ಕಾಲದಲ್ಲಿ ಕ್ಷಯರೋಗವು ಒಂದು ಮಾರಣಾಂತಿಕ ರೋಗವಾಗಿದ್ದು,ಅನೇಕ ಜನರು ಕ್ಷಯರೋಗದಿಂದ ಸಾವನಪ್ಪುತ್ತಿದ್ದರು. ಆದರೆ, ಈಗ ಕ್ಷಯರೋಗದ ಅರಿವು ಹಾಗೂ ಜಾಗೃತಿ ಜನರಲ್ಲಿ ಹೆಚ್ಚಾಗಿ ಮೂಡುತ್ತಿದ್ದು, ಕ್ಷಯರೋಗ ಚಿಕಿತ್ಸೆಯನ್ನು ಪಡೆದಲ್ಲಿ ಸಂಪೂರ್ಣ ಗುಣಮುಖವಾಗಬಹುದಾಗಿದೆ ಎಂದರು. ಜಿಲ್ಲಾ ಕ್ಷಯರೋಗ ನಿರ್ಮೂಲನಾ ಅಧಿಕಾರಿಗಳಾದ ಡಾ.ಶಶಿಧರ ಪಿ. ಅವರು ಪ್ರಾಸ್ತಾವಿಕವಾಗಿ ಮಾತನಾಡಿ, 2026ರ ವಿಶ್ವ ಕ್ಷಯರೋಗ ದಿನಾಚರಣೆ ಕಾರ್ಯಕ್ರಮವನ್ನು "ಹೌದು, ಭಾರತದ ನೇತೃತ್ವದಲ್ಲಿ, ಕ್ಷಯರೋಗ ನಿರ್ಮೂಲನೆ ಮಾಡಬಹುದು" ಎಂಬ ಘೋಷವಾಕ್ಯದೊಂದಿಗೆ ಆಚರಿಸಲಾಗುತ್ತಿದೆ. 2025ನೇ ಸಾಲಿನಲ್ಲಿ ಕ್ಷಯರೋಗಮುಕ್ತ ಪಂಚಾಯತ್ ಹಾಗೂ ಭಾಸಗಿ ವಲಯದಿಂದ ಕಷ್ಟದಲ್ಲಿ ದೃಢೀಕೃತ ಕ್ಷಯರೋಗಿಗಳನ್ನು ಪತ್ತೆ ಹಚ್ಚುವಲ್ಲಿ ವಿಶೇಷ ಸಾಧನೆ ಮಾಡಿದ್ದು, ಜಿಲ್ಲೆಯಲ್ಲಿಯೂ ಪತ್ತೆ ಹಚ್ಚುವ ಕೆಲಸ ನಡೆದಿದೆ. ಇದಕ್ಕೆ ಮುಖ್ಯ ಕಾರಣ — [398, 275, 677, 895]
cm-headline-2: ಇದು ನಿಮ್ಮ ರಾಜಕೀಯ ಜೀವನದ ಅತ್ಯಂತ ದೊಡ್ಡ ದುರಂತ..!' — [593, 1547, 1304, 1589]
chutuku-body: ಕೊಟ್ಟೂರು: ಕರ್ನಾಟಕ ಚುಟುಕು ಸಾಹಿತ್ಯ ಪರಿಷತ್ ಕೊಟ್ಟೂರು ತಾಲೂಕು ಘಟಕ ವತಿಯಿಂದ ಶ್ರೀ ಶಿವಕುಮಾರ ಸ್ವಾಮಿ ಜನ್ಮದಿನದ ನಿಮಿತ್ತ ಕೊಟ್ಟೂರಿನಲ್ಲಿ ಸಾಹಿತ್ಯದ ಮಹಲ ಆಚರಿಸಲಾಗುವುದು ಎಂದು ಮಂಜುನಾಥ ಮೊರಗೇರಿ ಅಧ್ಯಕ್ಷರು ಕ ಚು ಸಾ ಪ ಕೊ ಘ ಇವರು ತಿಳಿಸಿದರು. ಏಪ್ರಿಲ್ ಬುಧವಾರ ಮಧ್ಯಾಹ್ನ 12.00 ಗಂಟೆ ಯಿಂದ 2 ಗಂಟೆವರೆಗೆ ಕರ್ನಾಟಕ ಚುಟುಕು ಸಾಹಿತ್ಯ ಪರಿಷತ್ ಕೊಟ್ಟೂರು ತಾಲೂಕು ಘಟಕ ಹಾಗೂ ಕುಂಚಬ್ರಹ್ಮ ಶಿಕ್ಷಣ ಸಂಸ್ಥೆ ಇವರ ಸಂಯುಕ್ತಾಶ್ರಯದಲ್ಲಿ "ಚುಟುಕು ಸಾಹಿತ್ಯ ಸಿಂಚನ" ಎಂಬ ವಿಶೇಷವಾಗಿ ಕೊಟ್ಟೂರಿನ ಹಿರೇಮಠ ಬಿಎಡ್ ಕಾಲೇಜಿನಲ್ಲಿ "ಕೊಟ್ಟೂರು ಕಾರ್ಯಕ್ರಮ ಆಯೋಜಿಸಲಾಗುವುದು. ಕವಿಗೋಷ್ಠಿ ಭಾಗವಹಿಸಲು ಕವಿಗಳು ಬೇಗ ಬನ್ನಿ ಹಾಗೂ ಸಾಹಿತ್ಯ ಪ್ರೇಮಿಗಳು ಸಹ ಭಾಗವಹಿಸಬಹುದು.ಹೆಚ್ಚಿನ ಮಾಹಿತಿಗಾಗಿ — [17, 1067, 376, 1211]
court1-sh-court: Civil Judge & J.M.F.C., Court — [214, 1815, 374, 1826]
gita-verse-line: ಕ್ರಿಯಮಾಣಾನಿ ಸರ್ವಶಃ। — [131, 212, 263, 231]
court1-sh-title: Shiresthedhar — [253, 1801, 335, 1812]
court-notice-2 — [17, 1872, 376, 2400]
